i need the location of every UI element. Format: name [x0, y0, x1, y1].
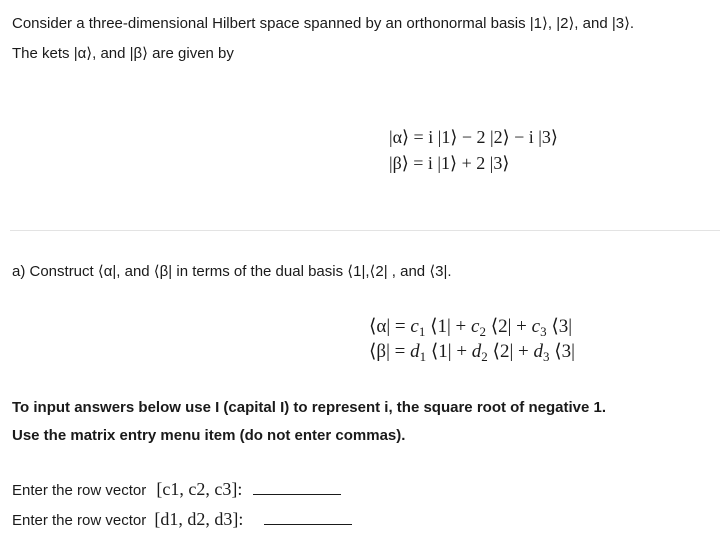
part-a-prompt: a) Construct ⟨α|, and ⟨β| in terms of the dual basis ⟨1|,⟨2| , and ⟨3|. [12, 263, 452, 280]
answer-c-input[interactable] [253, 480, 341, 495]
bra-beta-equation: ⟨β| = $d_1$ ⟨1| + $d_2$ ⟨2| + $d_3$ ⟨3| [369, 341, 575, 364]
bra-alpha-equation: ⟨α| = $c_1$ ⟨1| + $c_2$ ⟨2| + $c_3$ ⟨3| [369, 316, 573, 339]
answer-row-d [12, 509, 352, 530]
instruction-line-1: To input answers below use I (capital I) to represent i, the square root of negative 1. [12, 399, 607, 416]
answer-row-c-label: Enter the row vector [12, 482, 147, 499]
alpha-ket-equation: |α⟩ = i |1⟩ − 2 |2⟩ − i |3⟩ [389, 127, 558, 147]
intro-line-1: Consider a three-dimensional Hilbert space spanned by an orthonormal basis |1⟩, |2⟩, and |3⟩. [12, 15, 635, 32]
beta-ket-equation: |β⟩ = i |1⟩ + 2 |3⟩ [389, 153, 510, 173]
answer-row-c [12, 479, 341, 500]
intro-line-2: The kets |α⟩, and |β⟩ are given by [12, 45, 234, 62]
instruction-line-2: Use the matrix entry menu item (do not enter commas). [12, 427, 406, 444]
answer-row-d-vector: [d1, d2, d3]: [154, 509, 244, 529]
answer-row-d-label: Enter the row vector [12, 512, 147, 529]
section-divider [10, 230, 720, 231]
answer-d-input[interactable] [264, 510, 352, 525]
answer-row-c-vector: [c1, c2, c3]: [156, 479, 243, 499]
